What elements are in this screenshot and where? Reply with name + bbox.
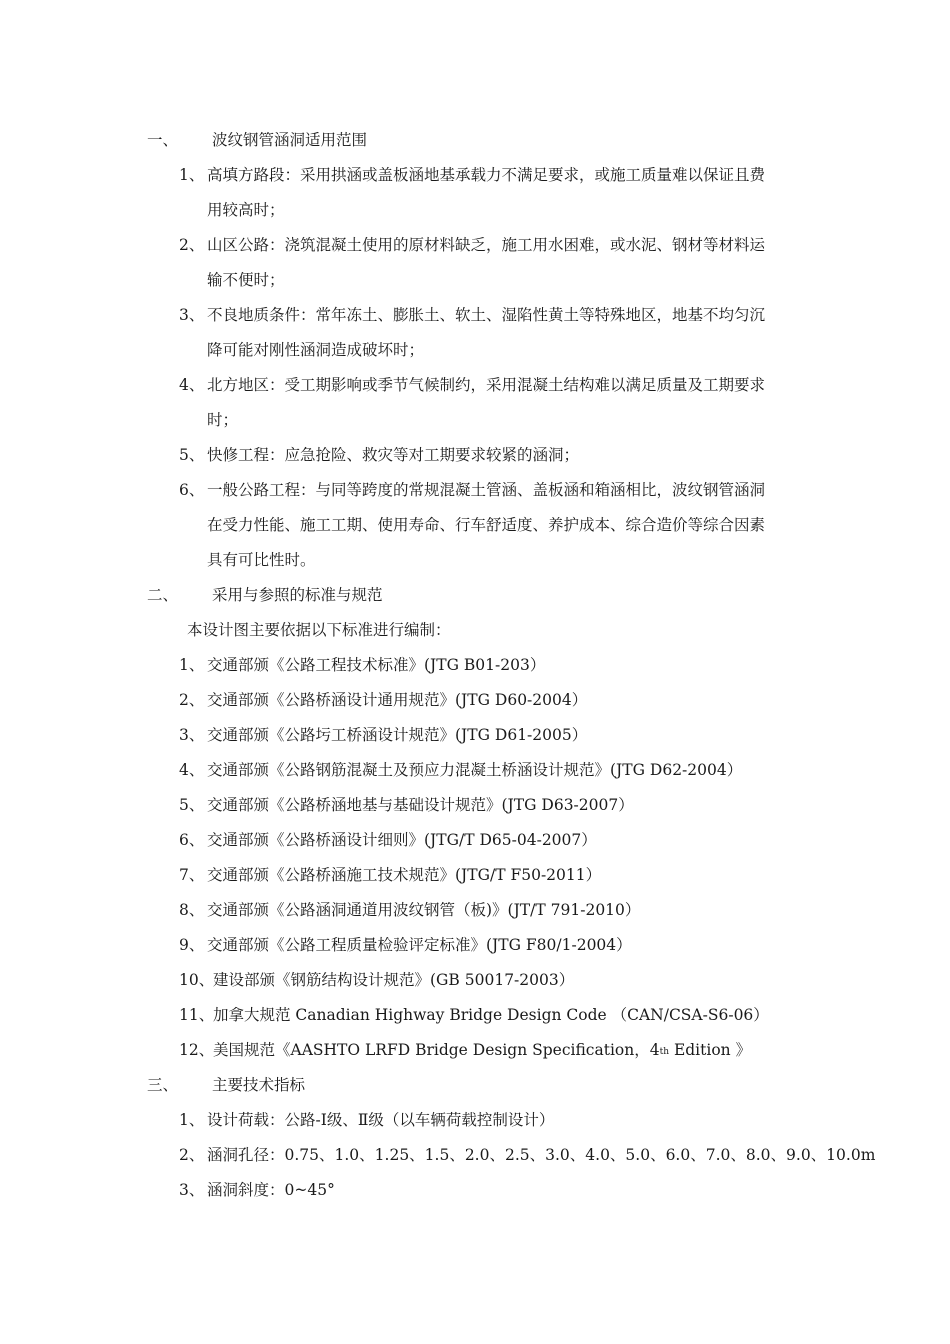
s2-item-8-number: 8、 [179, 901, 205, 919]
s3-item-1-number: 1、 [179, 1111, 205, 1129]
s3-item-3-number: 3、 [179, 1181, 205, 1199]
section-3-title: 主要技术指标 [212, 1076, 306, 1094]
section-3-number: 三、 [147, 1076, 179, 1094]
s2-item-1-number: 1、 [179, 656, 205, 674]
s1-item-4-number: 4、 [179, 376, 205, 394]
s2-item-2-number: 2、 [179, 691, 205, 709]
s1-item-2-line-2: 输不便时； [207, 271, 285, 289]
s1-item-5-line-1: 快修工程：应急抢险、救灾等对工期要求较紧的涵洞； [207, 446, 580, 464]
s1-item-2-number: 2、 [179, 236, 205, 254]
s1-item-3-number: 3、 [179, 306, 205, 324]
s1-item-1-line-2: 用较高时； [207, 201, 285, 219]
s2-item-12-text [213, 1040, 751, 1063]
s2-item-1-text: 交通部颁《公路工程技术标准》(JTG B01-203） [207, 656, 546, 674]
s2-item-3-number: 3、 [179, 726, 205, 744]
s2-item-7-number: 7、 [179, 866, 205, 884]
s1-item-6-number: 6、 [179, 481, 205, 499]
s3-item-3-text: 涵洞斜度：0~45° [207, 1181, 335, 1199]
s2-item-2-text: 交通部颁《公路桥涵设计通用规范》(JTG D60-2004） [207, 691, 588, 709]
s2-item-12-text-b: Edition 》 [669, 1041, 752, 1059]
section-1-title: 波纹钢管涵洞适用范围 [212, 131, 368, 149]
s2-item-12-text-a: 美国规范《AASHTO LRFD Bridge Design Specification，4 [213, 1041, 660, 1059]
s2-item-9-number: 9、 [179, 936, 205, 954]
s3-item-2-number: 2、 [179, 1146, 205, 1164]
s2-item-4-number: 4、 [179, 761, 205, 779]
s1-item-6-line-3: 具有可比性时。 [207, 551, 316, 569]
s1-item-6-line-1: 一般公路工程：与同等跨度的常规混凝土管涵、盖板涵和箱涵相比，波纹钢管涵洞 [207, 481, 766, 499]
s2-item-12-number: 12、 [179, 1041, 215, 1059]
s2-item-4-text: 交通部颁《公路钢筋混凝土及预应力混凝土桥涵设计规范》(JTG D62-2004） [207, 761, 743, 779]
s2-item-5-text: 交通部颁《公路桥涵地基与基础设计规范》(JTG D63-2007） [207, 796, 634, 814]
s1-item-3-line-2: 降可能对刚性涵洞造成破坏时； [207, 341, 425, 359]
s2-item-11-number: 11、 [179, 1006, 215, 1024]
s2-item-6-text: 交通部颁《公路桥涵设计细则》(JTG/T D65-04-2007） [207, 831, 597, 849]
s2-item-7-text: 交通部颁《公路桥涵施工技术规范》(JTG/T F50-2011） [207, 866, 602, 884]
section-2-title: 采用与参照的标准与规范 [212, 586, 383, 604]
s1-item-1-line-1: 高填方路段：采用拱涵或盖板涵地基承载力不满足要求，或施工质量难以保证且费 [207, 166, 766, 184]
s1-item-4-line-2: 时； [207, 411, 239, 429]
s1-item-2-line-1: 山区公路：浇筑混凝土使用的原材料缺乏，施工用水困难，或水泥、钢材等材料运 [207, 236, 766, 254]
s1-item-1-number: 1、 [179, 166, 205, 184]
s1-item-4-line-1: 北方地区：受工期影响或季节气候制约，采用混凝土结构难以满足质量及工期要求 [207, 376, 766, 394]
s2-item-11-text: 加拿大规范 Canadian Highway Bridge Design Code （CAN/CSA-S6-06） [213, 1006, 769, 1024]
s1-item-5-number: 5、 [179, 446, 205, 464]
s3-item-1-text: 设计荷载：公路-Ⅰ级、Ⅱ级（以车辆荷载控制设计） [207, 1111, 555, 1129]
s3-item-2-text: 涵洞孔径：0.75、1.0、1.25、1.5、2.0、2.5、3.0、4.0、5.0、6.0、7.0、8.0、9.0、10.0m [207, 1146, 876, 1164]
s1-item-3-line-1: 不良地质条件：常年冻土、膨胀土、软土、湿陷性黄土等特殊地区，地基不均匀沉 [207, 306, 766, 324]
section-1-number: 一、 [147, 131, 179, 149]
s2-item-5-number: 5、 [179, 796, 205, 814]
s2-item-10-number: 10、 [179, 971, 215, 989]
s2-item-6-number: 6、 [179, 831, 205, 849]
section-2-number: 二、 [147, 586, 179, 604]
s2-item-8-text: 交通部颁《公路涵洞通道用波纹钢管（板)》(JT/T 791-2010） [207, 901, 641, 919]
s1-item-6-line-2: 在受力性能、施工工期、使用寿命、行车舒适度、养护成本、综合造价等综合因素 [207, 516, 766, 534]
s2-item-10-text: 建设部颁《钢筋结构设计规范》(GB 50017-2003） [213, 971, 575, 989]
s2-item-9-text: 交通部颁《公路工程质量检验评定标准》(JTG F80/1-2004） [207, 936, 632, 954]
section-2-intro: 本设计图主要依据以下标准进行编制： [187, 621, 451, 639]
s2-item-3-text: 交通部颁《公路圬工桥涵设计规范》(JTG D61-2005） [207, 726, 588, 744]
superscript-th: th [659, 1047, 670, 1057]
